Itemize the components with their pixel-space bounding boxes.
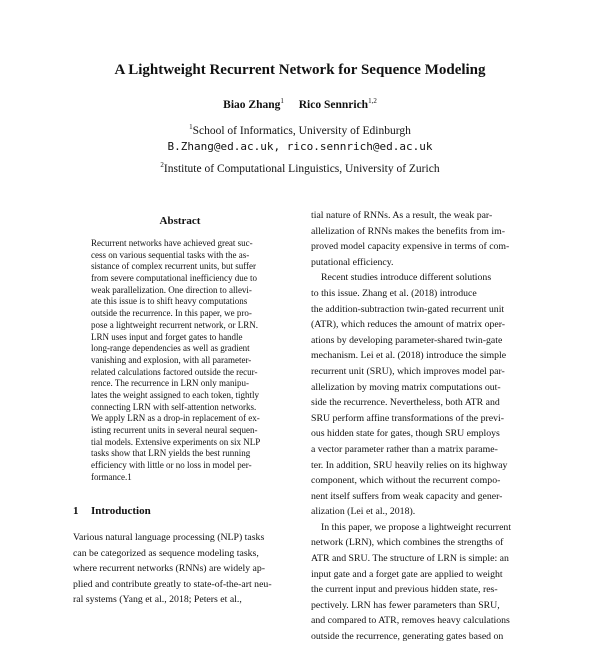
author-1-name: Biao Zhang	[223, 99, 281, 111]
body-line: (ATR), which reduces the amount of matrix oper-	[311, 319, 506, 331]
body-line: network (LRN), which combines the strengths of	[311, 537, 504, 549]
author-1	[223, 99, 284, 111]
author-1-affil-mark: 1	[280, 97, 284, 106]
body-line: mechanism. Lei et al. (2018) introduce the simple	[311, 350, 507, 362]
body-line: to this issue. Zhang et al. (2018) introduce	[311, 287, 477, 299]
abstract-line: vanishing and explosion, with all parameter-	[91, 354, 252, 365]
abstract-line: ate this issue is to shift heavy computations	[91, 296, 248, 307]
body-line: component, which without the recurrent compo-	[311, 475, 501, 487]
abstract-body	[91, 238, 271, 483]
abstract-line: rence. The recurrence in LRN only manipu-	[91, 378, 250, 389]
affiliation-2	[0, 162, 600, 176]
left-column-body	[73, 530, 288, 608]
body-line: proved model capacity expensive in terms of com-	[311, 241, 510, 253]
abstract-line: tasks show that LRN yields the best running	[91, 448, 251, 459]
abstract-line: related calculations factored outside the recur-	[91, 366, 258, 377]
affiliation-2-text: Institute of Computational Linguistics, University of Zurich	[163, 163, 440, 175]
affiliation-1-mark: 1	[189, 123, 193, 132]
body-line: a vector parameter rather than a matrix parame-	[311, 443, 498, 455]
body-line: and compared to ATR, removes heavy calculations	[311, 615, 510, 627]
abstract-line: cess on various sequential tasks with the as-	[91, 249, 250, 260]
section-number: 1	[73, 505, 79, 517]
body-line: putational efficiency.	[311, 256, 394, 268]
body-line: input gate and a forget gate are applied to weight	[311, 568, 503, 580]
affiliation-2-mark: 2	[160, 161, 164, 170]
abstract-line: Recurrent networks have achieved great suc-	[91, 238, 253, 248]
abstract-line: We apply LRN as a drop-in replacement of ex-	[91, 413, 260, 424]
body-line: In this paper, we propose a lightweight recurrent	[321, 521, 512, 533]
abstract-line: LRN uses input and forget gates to handle	[91, 331, 243, 342]
author-list	[0, 98, 600, 112]
body-line: pectively. LRN has fewer parameters than SRU,	[311, 599, 500, 611]
abstract-line: efficiency with little or no loss in model per-	[91, 460, 252, 471]
body-line: SRU perform affine transformations of the previ-	[311, 412, 504, 424]
body-line: the current input and previous hidden state, res-	[311, 584, 498, 596]
body-line: ter. In addition, SRU heavily relies on its highway	[311, 459, 508, 471]
body-line: ous hidden state for gates, though SRU employs	[311, 428, 500, 440]
body-line: alization (Lei et al., 2018).	[311, 506, 416, 518]
author-2	[299, 99, 377, 111]
affiliation-1	[0, 124, 600, 138]
abstract-line: lates the weight assigned to each token, tightly	[91, 389, 259, 400]
section-title: Introduction	[91, 505, 151, 517]
abstract-line: weak parallelization. One direction to allevi-	[91, 284, 252, 295]
body-line: the addition-subtraction twin-gated recurrent unit	[311, 303, 505, 315]
abstract-line: tial models. Extensive experiments on six NLP	[91, 436, 261, 447]
body-line: can be categorized as sequence modeling tasks,	[73, 547, 259, 559]
body-line: ral systems (Yang et al., 2018; Peters et al.,	[73, 594, 242, 606]
affiliation-1-text: School of Informatics, University of Edinburgh	[192, 125, 411, 137]
body-line: allelization by moving matrix computations out-	[311, 381, 501, 393]
abstract-line: isting recurrent units in several neural sequen-	[91, 425, 258, 435]
abstract-heading: Abstract	[159, 215, 201, 227]
body-line: tial nature of RNNs. As a result, the weak par-	[311, 210, 493, 221]
abstract-line: outside the recurrence. In this paper, we pro-	[91, 308, 252, 319]
abstract-line: formance.1	[91, 471, 132, 482]
body-line: outside the recurrence, generating gates based on	[311, 631, 504, 643]
paper-title: A Lightweight Recurrent Network for Sequence Modeling	[114, 62, 486, 78]
body-line: ations by developing parameter-shared twin-gate	[311, 334, 503, 346]
body-line: allelization of RNNs makes the benefits from im-	[311, 225, 505, 237]
body-line: nent itself suffers from weak capacity and gener-	[311, 490, 503, 502]
abstract-line: long-range dependencies as well as gradient	[91, 343, 250, 354]
body-line: Recent studies introduce different solutions	[321, 272, 492, 284]
body-line: plied and contribute greatly to state-of-the-art neu-	[73, 578, 272, 590]
body-line: side the recurrence. Nevertheless, both ATR and	[311, 397, 500, 409]
abstract-line: pose a lightweight recurrent network, or LRN.	[91, 319, 258, 330]
abstract-line: connecting LRN with self-attention networks.	[91, 401, 257, 412]
author-2-affil-mark: 1,2	[368, 97, 377, 106]
abstract-line: from severe computational inefficiency due to	[91, 273, 258, 284]
body-line: recurrent unit (SRU), which improves model par-	[311, 365, 505, 377]
section-heading	[73, 505, 151, 518]
body-line: ATR and SRU. The structure of LRN is simple: an	[311, 553, 509, 565]
author-emails: B.Zhang@ed.ac.uk, rico.sennrich@ed.ac.uk	[167, 140, 433, 153]
abstract-line: sistance of complex recurrent units, but suffer	[91, 261, 257, 272]
body-line: Various natural language processing (NLP) tasks	[73, 532, 265, 543]
body-line: where recurrent networks (RNNs) are widely ap-	[73, 563, 266, 575]
author-2-name: Rico Sennrich	[298, 99, 369, 111]
right-column-body	[311, 208, 526, 645]
